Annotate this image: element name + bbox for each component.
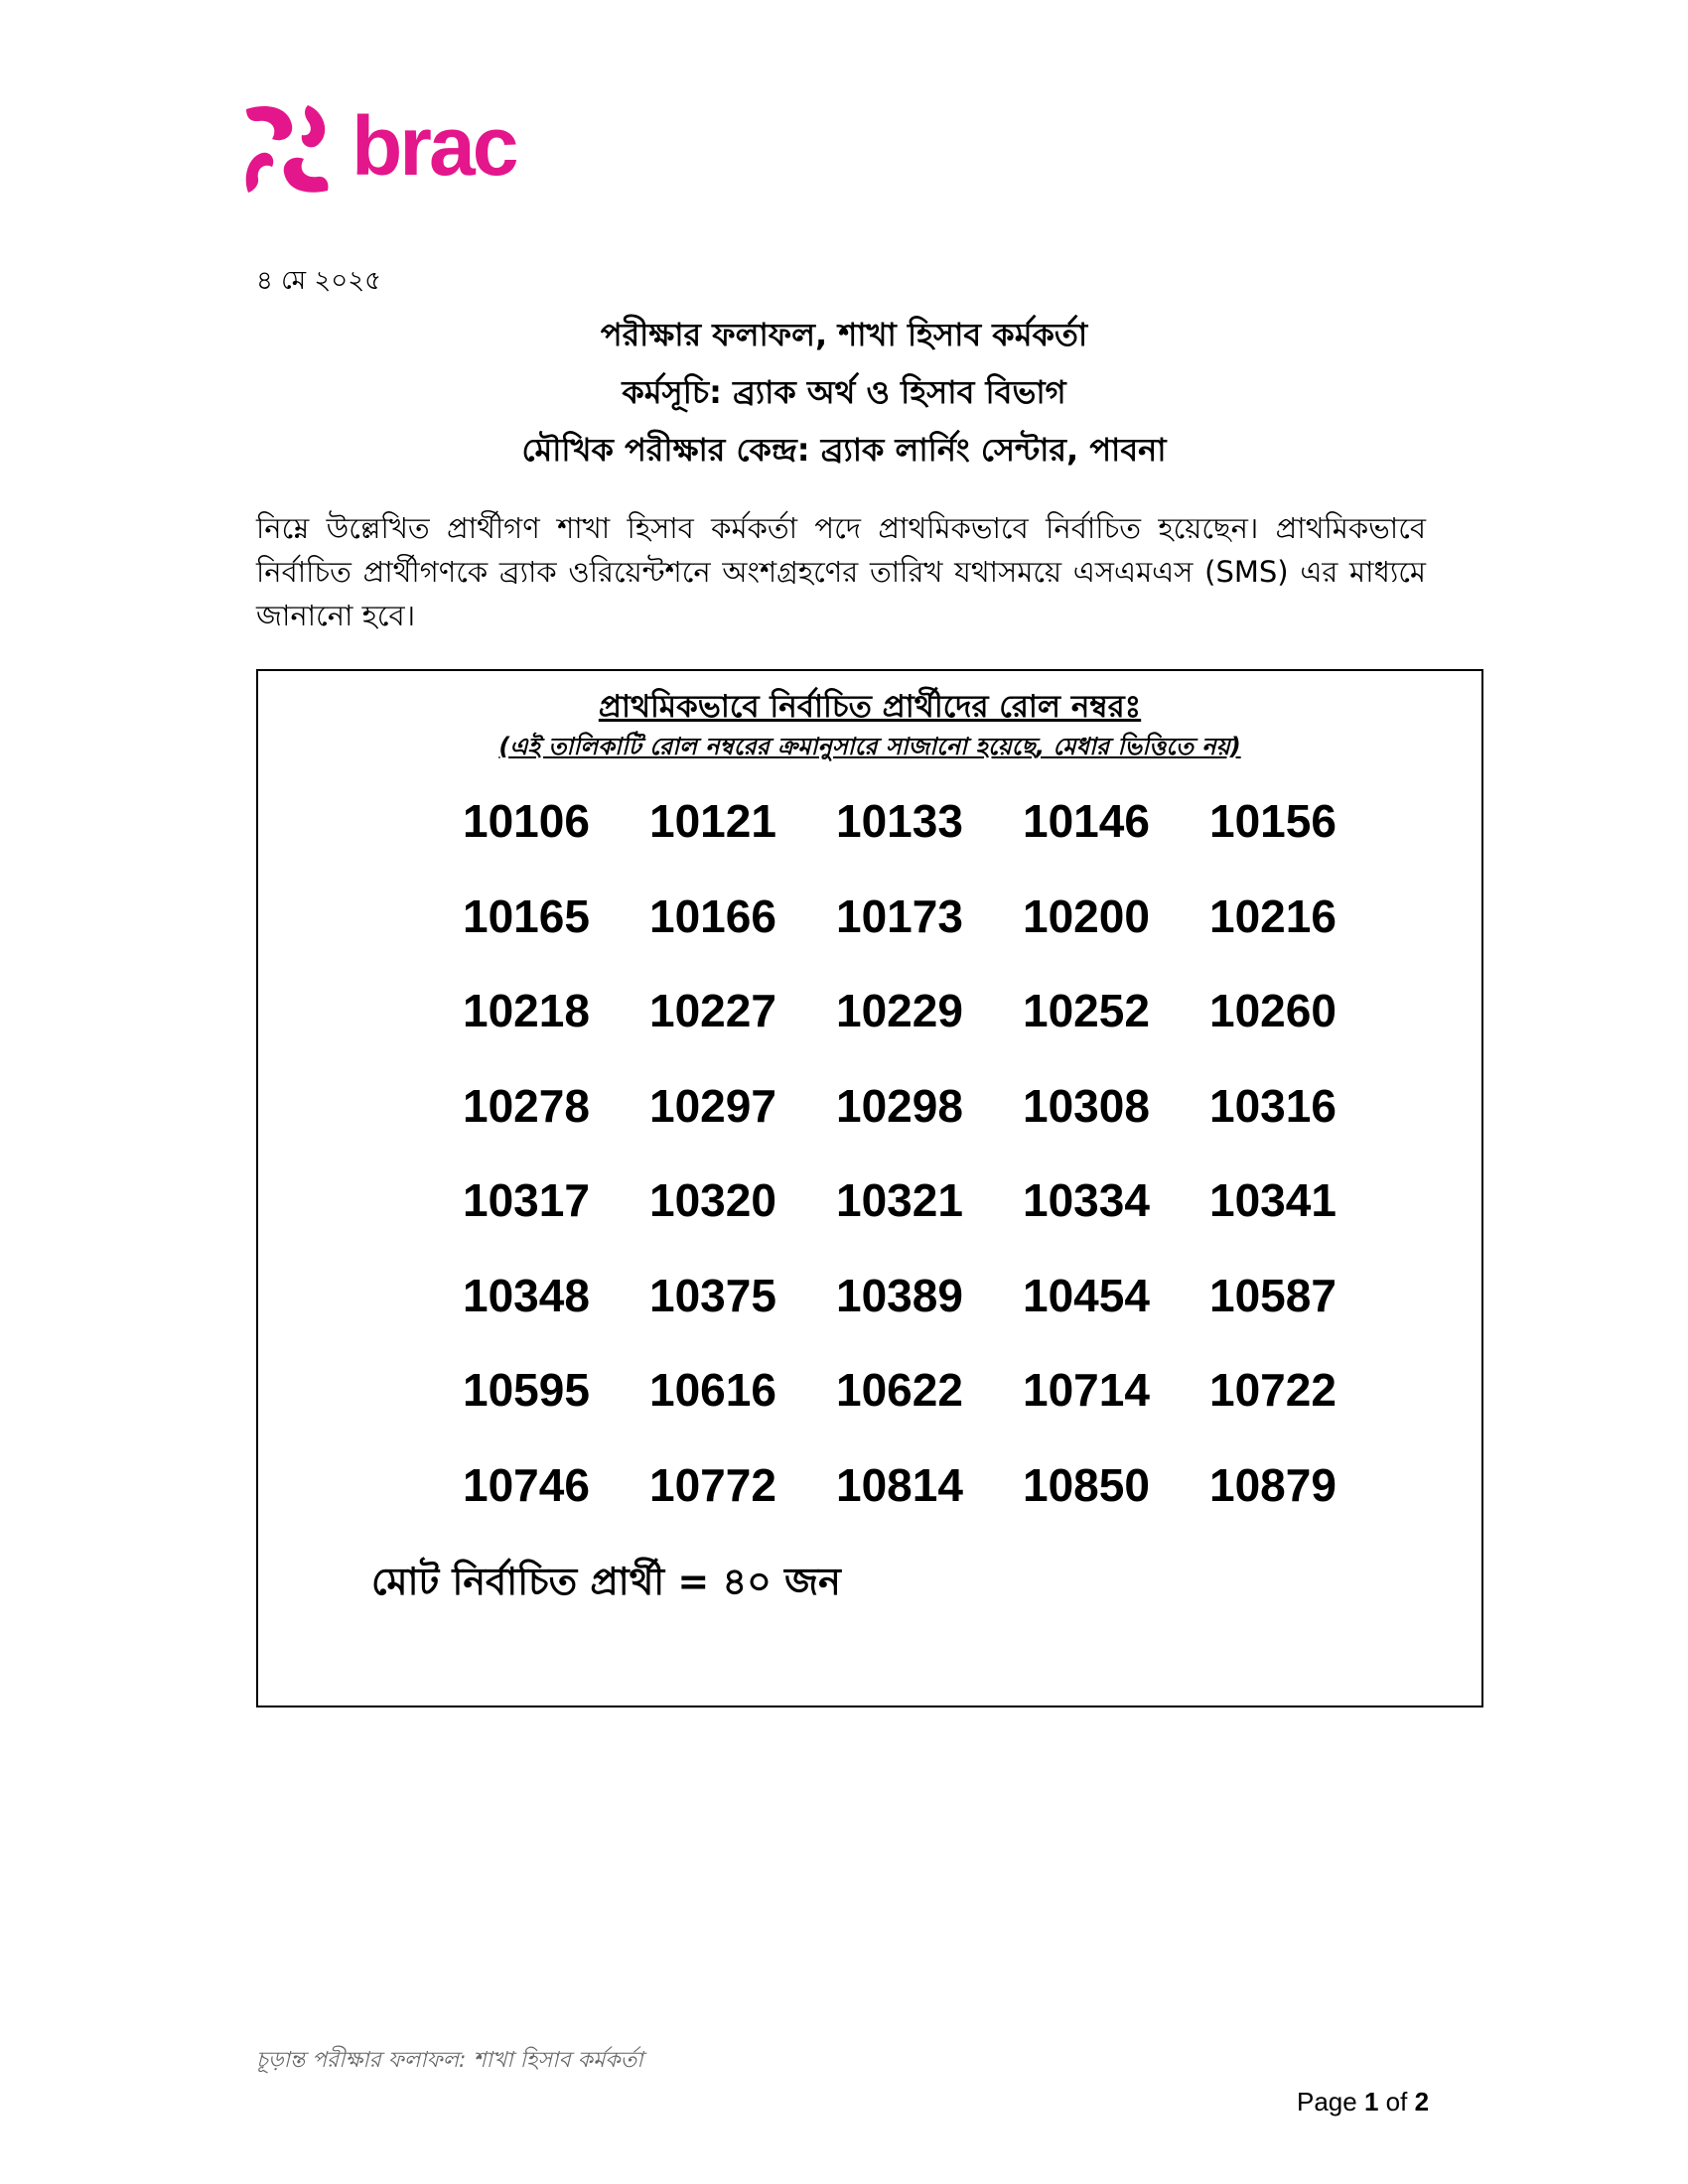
roll-number: 10133 — [836, 795, 963, 847]
roll-number: 10348 — [463, 1269, 590, 1321]
footer-note: চূড়ান্ত পরীক্ষার ফলাফল: শাখা হিসাব কর্মকর্তা — [256, 2048, 643, 2073]
roll-number: 10317 — [463, 1174, 590, 1226]
page-prefix: Page — [1297, 2087, 1364, 2116]
roll-number: 10595 — [463, 1364, 590, 1416]
roll-number: 10260 — [1209, 985, 1336, 1036]
roll-number: 10316 — [1209, 1079, 1336, 1132]
roll-number: 10814 — [836, 1458, 963, 1511]
title-viva-center: মৌখিক পরীক্ষার কেন্দ্র: ব্র্যাক লার্নিং সেন্টার, পাবনা — [521, 431, 1167, 469]
roll-number-grid — [463, 774, 1396, 1533]
roll-number: 10341 — [1209, 1174, 1336, 1226]
title-program: কর্মসূচি: ব্র্যাক অর্থ ও হিসাব বিভাগ — [622, 373, 1066, 411]
roll-number: 10200 — [1023, 889, 1150, 942]
roll-number: 10714 — [1023, 1364, 1150, 1416]
roll-number: 10454 — [1023, 1269, 1150, 1321]
brac-emblem-icon — [246, 105, 329, 193]
title-result: পরীক্ষার ফলাফল, শাখা হিসাব কর্মকর্তা — [600, 316, 1088, 353]
roll-number: 10218 — [463, 985, 590, 1036]
roll-number: 10156 — [1209, 795, 1336, 847]
roll-number: 10850 — [1023, 1458, 1150, 1511]
page-number — [1297, 2087, 1429, 2117]
roll-number: 10375 — [649, 1269, 776, 1321]
document-date: ৪ মে ২০২৫ — [256, 266, 381, 296]
results-note: (এই তালিকাটি রোল নম্বরের ক্রমানুসারে সাজানো হয়েছে, মেধার ভিত্তিতে নয়) — [498, 733, 1241, 760]
roll-number: 10622 — [836, 1364, 963, 1416]
total-selected: মোট নির্বাচিত প্রার্থী = ৪০ জন — [371, 1560, 841, 1603]
page-mid: of — [1378, 2087, 1415, 2116]
roll-number: 10772 — [649, 1458, 776, 1511]
results-box — [256, 669, 1483, 1707]
roll-number: 10320 — [649, 1174, 776, 1226]
roll-number: 10106 — [463, 795, 590, 847]
roll-number: 10229 — [836, 985, 963, 1036]
roll-number: 10252 — [1023, 985, 1150, 1036]
brac-logo — [244, 99, 532, 199]
roll-number: 10616 — [649, 1364, 776, 1416]
roll-number: 10166 — [649, 889, 776, 942]
roll-number: 10308 — [1023, 1079, 1150, 1132]
roll-number: 10216 — [1209, 889, 1336, 942]
roll-number: 10334 — [1023, 1174, 1150, 1226]
brand-name: brac — [352, 99, 516, 193]
roll-number: 10746 — [463, 1458, 590, 1511]
roll-number: 10165 — [463, 889, 590, 942]
roll-number: 10121 — [649, 795, 776, 847]
document-titles — [0, 306, 1688, 478]
roll-number: 10587 — [1209, 1269, 1336, 1321]
results-heading: প্রাথমিকভাবে নির্বাচিত প্রার্থীদের রোল নম্বরঃ — [598, 689, 1142, 725]
page-total: 2 — [1414, 2087, 1430, 2116]
roll-number: 10146 — [1023, 795, 1150, 847]
roll-number: 10227 — [649, 985, 776, 1036]
roll-number: 10389 — [836, 1269, 963, 1321]
roll-number: 10173 — [836, 889, 963, 942]
roll-number: 10298 — [836, 1079, 963, 1132]
roll-number: 10297 — [649, 1079, 776, 1132]
roll-number: 10879 — [1209, 1458, 1336, 1511]
roll-number: 10321 — [836, 1174, 963, 1226]
page-current: 1 — [1363, 2087, 1379, 2116]
roll-number: 10278 — [463, 1079, 590, 1132]
roll-number: 10722 — [1209, 1364, 1336, 1416]
intro-paragraph: নিম্নে উল্লেখিত প্রার্থীগণ শাখা হিসাব কর্মকর্তা পদে প্রাথমিকভাবে নির্বাচিত হয়েছেন। প্রাথমিকভাবে নির্বাচিত প্রার্থীগণকে ব্র্যাক ওরিয়েন্টশনে অংশগ্রহণের তারিখ যথাসময়ে এসএমএস (SMS) এর মাধ্যমে জানানো হবে। — [256, 511, 1426, 632]
